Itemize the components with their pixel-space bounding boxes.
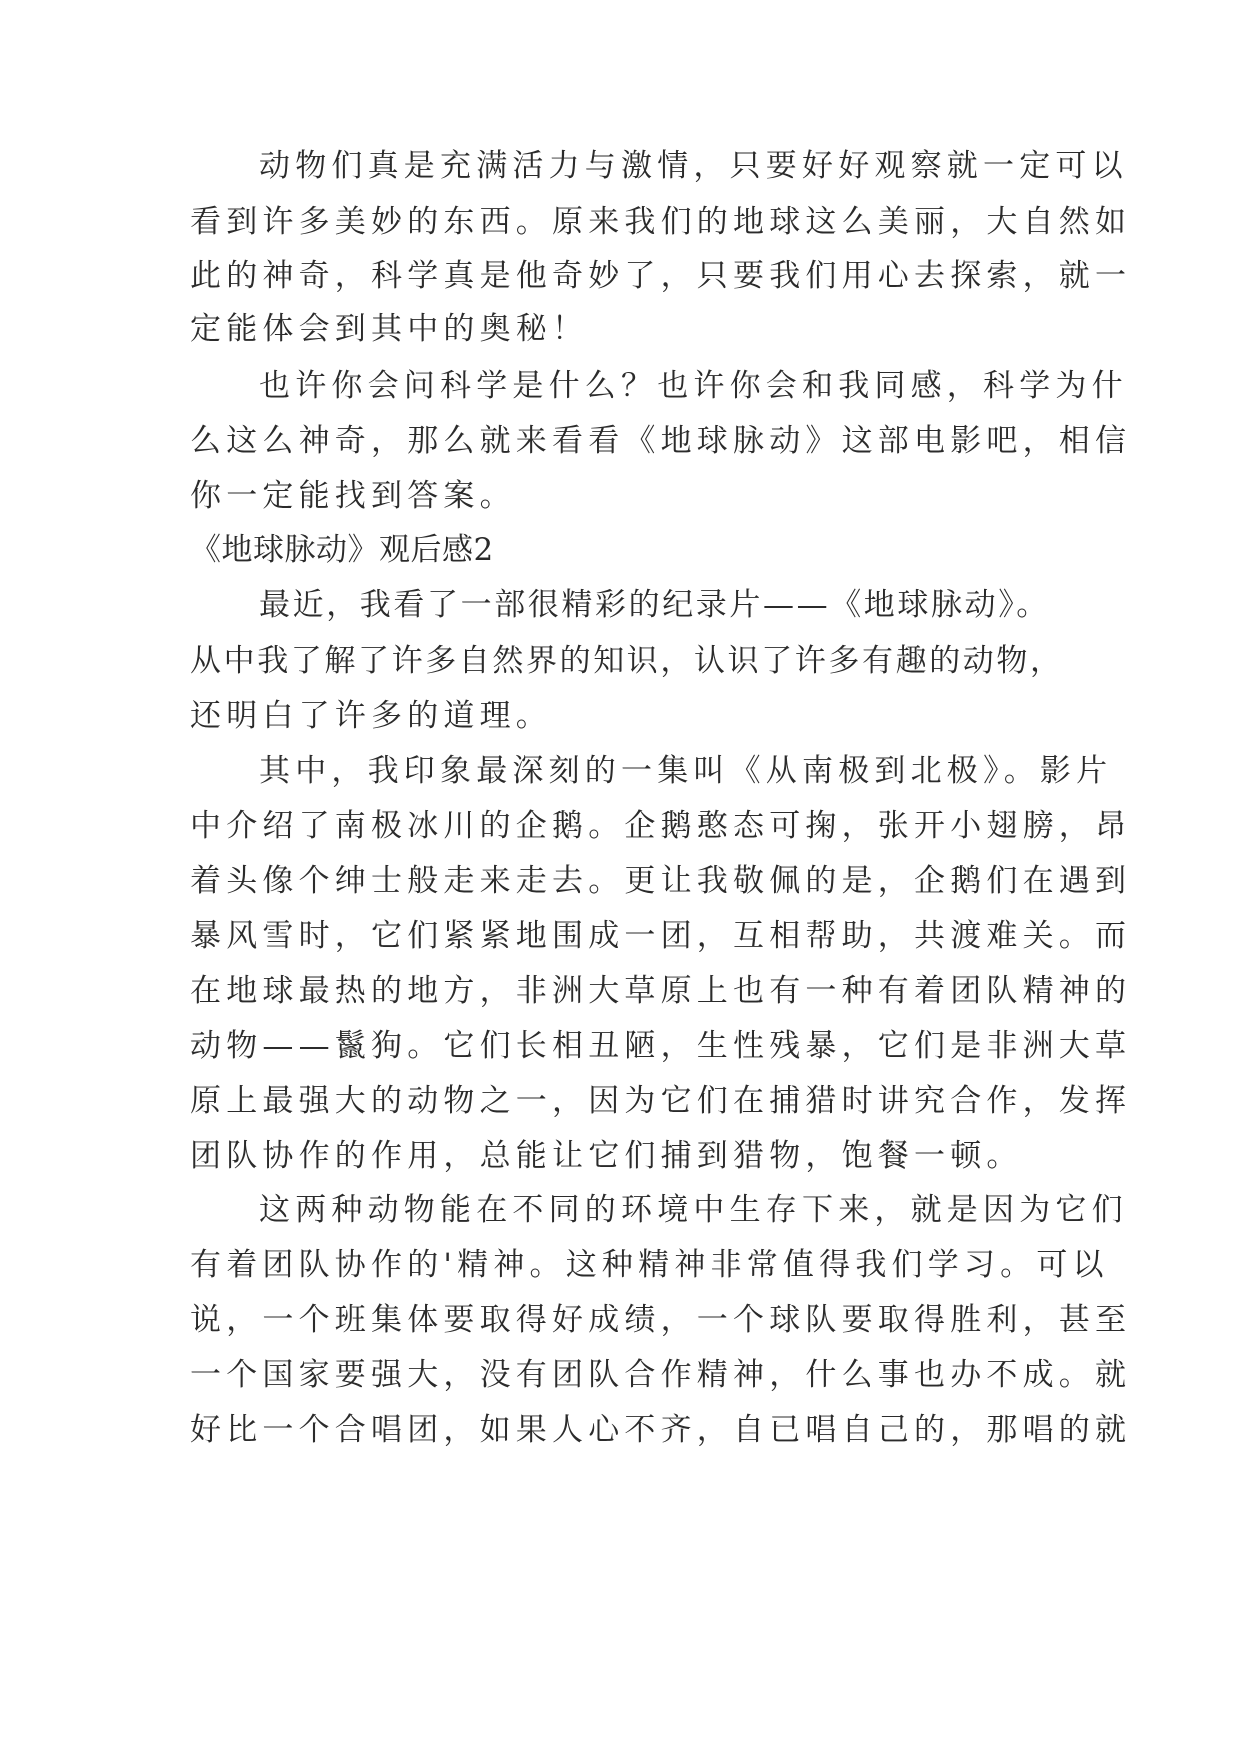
paragraph-2-line-1: 也许你会问科学是什么？也许你会和我同感，科学为什 <box>259 368 1128 404</box>
paragraph-1-line-3: 此的神奇，科学真是他奇妙了，只要我们用心去探索，就一 <box>190 258 1132 294</box>
paragraph-4-line-4: 暴风雪时，它们紧紧地围成一团，互相帮助，共渡难关。而 <box>190 918 1132 954</box>
paragraph-3-line-3: 还明白了许多的道理。 <box>190 698 552 734</box>
paragraph-5-line-3: 说，一个班集体要取得好成绩，一个球队要取得胜利，甚至 <box>190 1302 1132 1338</box>
paragraph-1-line-2: 看到许多美妙的东西。原来我们的地球这么美丽，大自然如 <box>190 204 1132 240</box>
paragraph-2-line-3: 你一定能找到答案。 <box>190 478 516 514</box>
paragraph-5-line-2: 有着团队协作的'精神。这种精神非常值得我们学习。可以 <box>190 1247 1109 1283</box>
paragraph-5-line-1: 这两种动物能在不同的环境中生存下来，就是因为它们 <box>259 1192 1128 1228</box>
paragraph-4-line-8: 团队协作的作用，总能让它们捕到猎物，饱餐一顿。 <box>190 1138 1023 1174</box>
paragraph-4-line-1: 其中，我印象最深刻的一集叫《从南极到北极》。影片 <box>259 753 1113 789</box>
paragraph-5-line-4: 一个国家要强大，没有团队合作精神，什么事也办不成。就 <box>190 1357 1132 1393</box>
paragraph-5-line-5: 好比一个合唱团，如果人心不齐，自已唱自己的，那唱的就 <box>190 1412 1132 1448</box>
paragraph-4-line-7: 原上最强大的动物之一，因为它们在捕猎时讲究合作，发挥 <box>190 1083 1132 1119</box>
paragraph-4-line-3: 着头像个绅士般走来走去。更让我敬佩的是，企鹅们在遇到 <box>190 863 1132 899</box>
paragraph-1-line-4: 定能体会到其中的奥秘！ <box>190 311 589 347</box>
paragraph-2-line-2: 么这么神奇，那么就来看看《地球脉动》这部电影吧，相信 <box>190 423 1132 459</box>
paragraph-3-line-1: 最近，我看了一部很精彩的纪录片——《地球脉动》。 <box>259 587 1050 623</box>
paragraph-3-line-2: 从中我了解了许多自然界的知识，认识了许多有趣的动物， <box>190 643 1064 679</box>
paragraph-4-line-6: 动物——鬣狗。它们长相丑陋，生性残暴，它们是非洲大草 <box>190 1028 1132 1064</box>
section-heading: 《地球脉动》观后感2 <box>190 532 494 568</box>
paragraph-4-line-5: 在地球最热的地方，非洲大草原上也有一种有着团队精神的 <box>190 973 1132 1009</box>
paragraph-4-line-2: 中介绍了南极冰川的企鹅。企鹅憨态可掬，张开小翅膀，昂 <box>190 808 1132 844</box>
paragraph-1-line-1: 动物们真是充满活力与激情，只要好好观察就一定可以 <box>259 148 1128 184</box>
